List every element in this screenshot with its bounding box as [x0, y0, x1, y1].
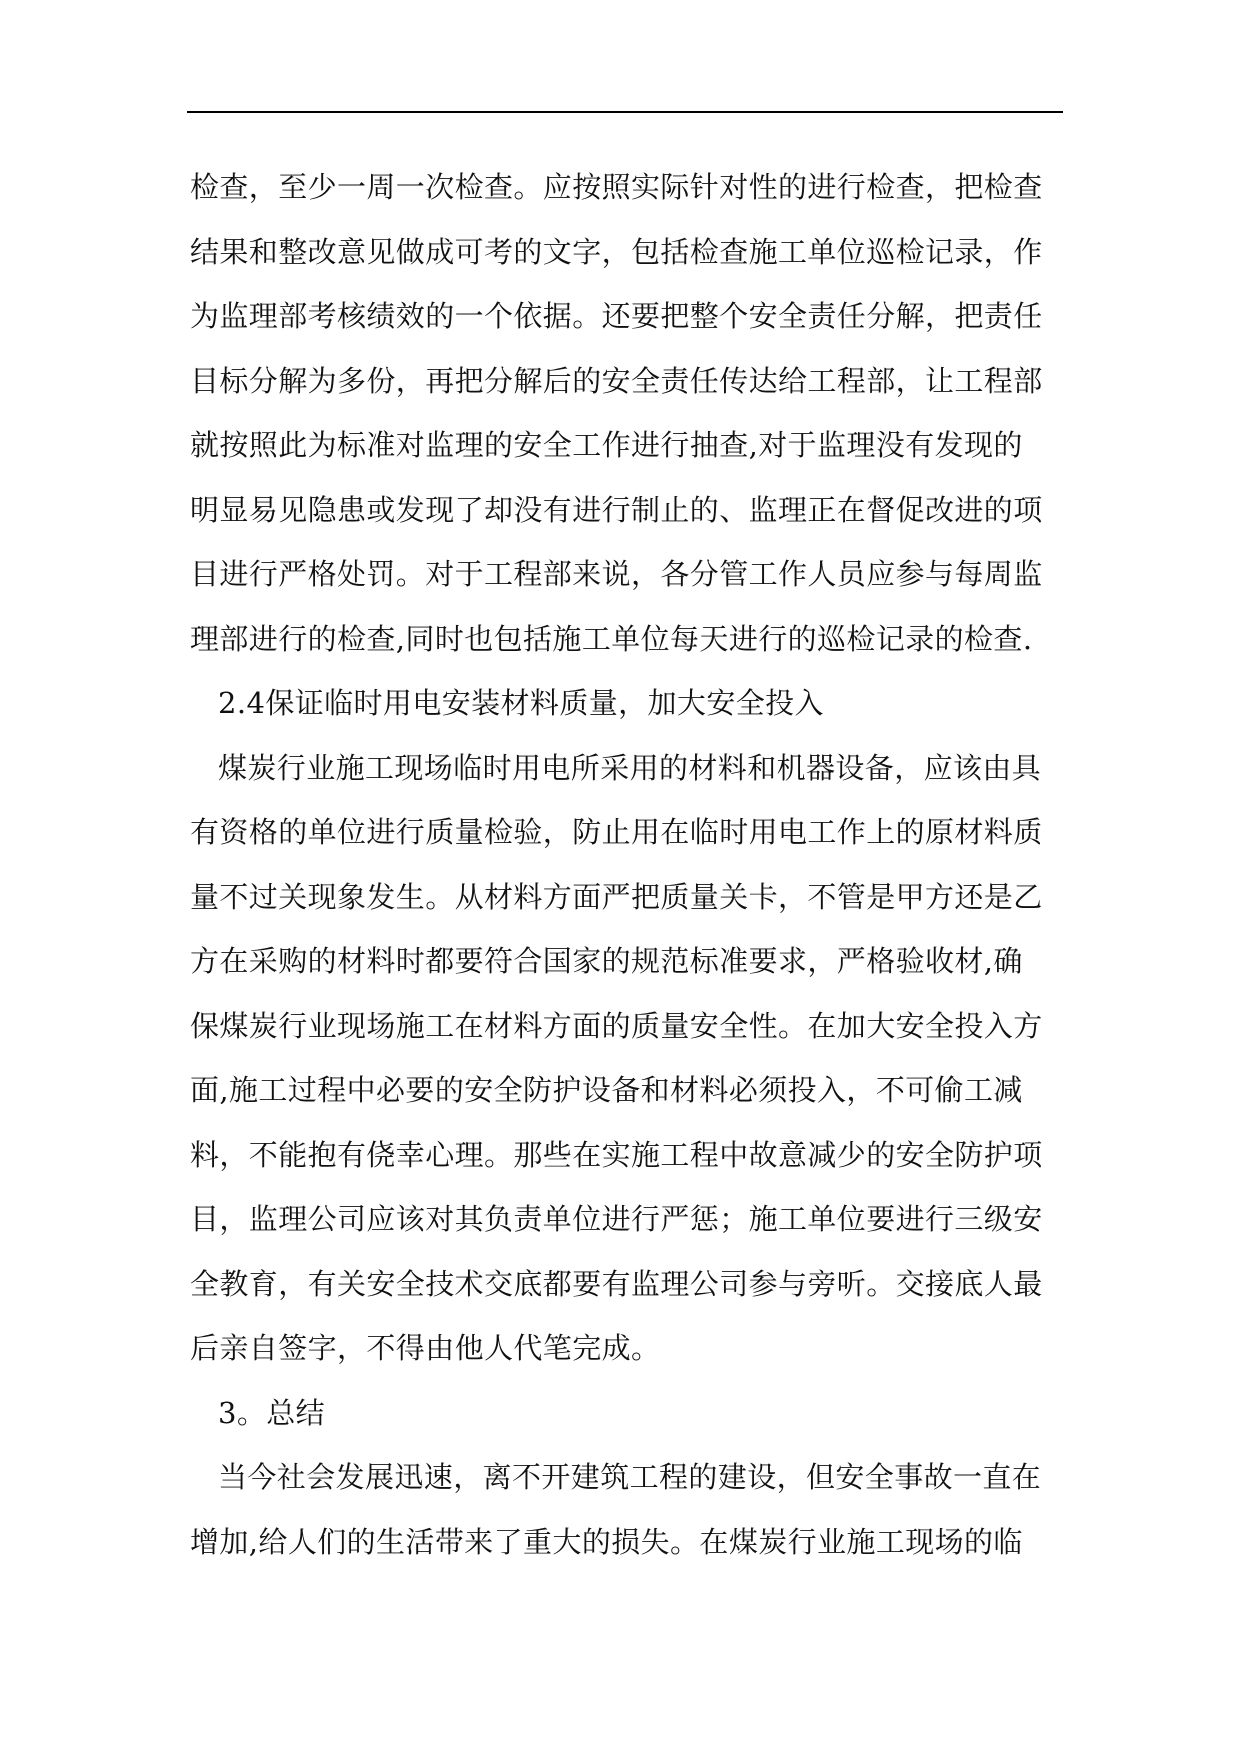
- text-line: 理部进行的检查,同时也包括施工单位每天进行的巡检记录的检查.: [190, 621, 1033, 656]
- text-line: 有资格的单位进行质量检验，防止用在临时用电工作上的原材料质: [190, 815, 1043, 849]
- text-line: 检查，至少一周一次检查。应按照实际针对性的进行检查，把检查: [190, 170, 1043, 204]
- text-line: 保煤炭行业现场施工在材料方面的质量安全性。在加大安全投入方: [190, 1008, 1043, 1043]
- text-line: 目标分解为多份，再把分解后的安全责任传达给工程部，让工程部: [190, 363, 1043, 398]
- text-line: 目进行严格处罚。对于工程部来说，各分管工作人员应参与每周监: [190, 557, 1043, 591]
- text-line: 3。总结: [218, 1395, 326, 1430]
- text-line: 方在采购的材料时都要符合国家的规范标准要求，严格验收材,确: [190, 944, 1023, 978]
- header-rule: [187, 111, 1063, 113]
- text-line: 就按照此为标准对监理的安全工作进行抽查,对于监理没有发现的: [190, 428, 1023, 462]
- text-line: 面,施工过程中必要的安全防护设备和材料必须投入，不可偷工减: [190, 1073, 1023, 1107]
- text-line: 全教育，有关安全技术交底都要有监理公司参与旁听。交接底人最: [190, 1266, 1043, 1301]
- text-line: 当今社会发展迅速，离不开建筑工程的建设，但安全事故一直在: [218, 1460, 1042, 1494]
- document-body: [190, 155, 1042, 1574]
- text-line: 后亲自签字，不得由他人代笔完成。: [190, 1331, 661, 1365]
- text-line: 料，不能抱有侥幸心理。那些在实施工程中故意减少的安全防护项: [190, 1137, 1043, 1172]
- text-line: 为监理部考核绩效的一个依据。还要把整个安全责任分解，把责任: [190, 299, 1043, 333]
- text-line: 明显易见隐患或发现了却没有进行制止的、监理正在督促改进的项: [190, 492, 1043, 527]
- text-line: 煤炭行业施工现场临时用电所采用的材料和机器设备，应该由具: [218, 750, 1042, 785]
- text-line: 量不过关现象发生。从材料方面严把质量关卡，不管是甲方还是乙: [190, 879, 1043, 914]
- text-line: 目，监理公司应该对其负责单位进行严惩；施工单位要进行三级安: [190, 1202, 1043, 1236]
- text-line: 2.4保证临时用电安装材料质量，加大安全投入: [218, 686, 824, 720]
- text-line: 增加,给人们的生活带来了重大的损失。在煤炭行业施工现场的临: [190, 1524, 1023, 1559]
- text-line: 结果和整改意见做成可考的文字，包括检查施工单位巡检记录，作: [190, 234, 1043, 269]
